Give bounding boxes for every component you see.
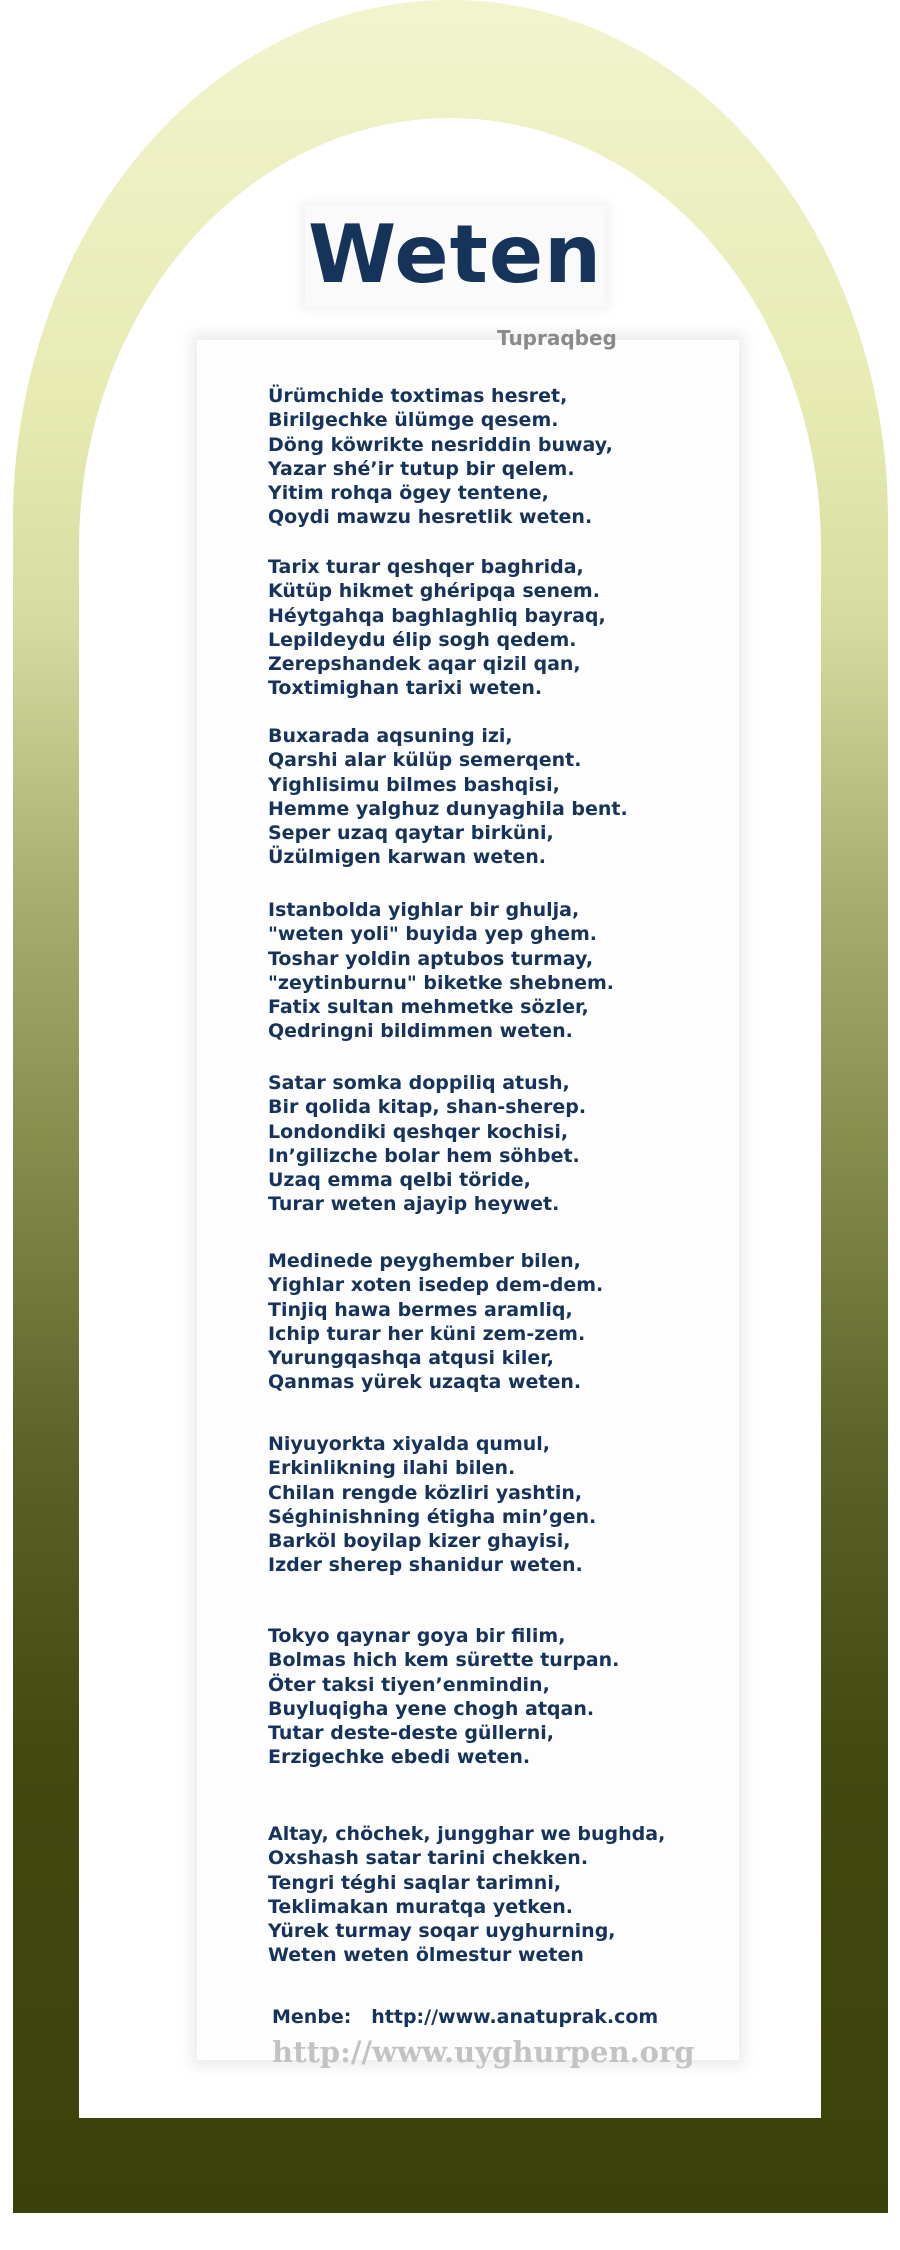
poem-line: Birilgechke ülümge qesem. [268,409,559,432]
poem-line: Erzigechke ebedi weten. [268,1746,531,1769]
poem-line: Yazar shé’ir tutup bir qelem. [268,457,575,480]
poem-line: Ürümchide toxtimas hesret, [268,385,568,407]
poem-line: Üzülmigen karwan weten. [268,846,546,869]
stanza-5 [268,1071,586,1217]
poem-line: Qanmas yürek uzaqta weten. [268,1371,582,1394]
stanza-1 [268,384,613,530]
poem-line: Istanbolda yighlar bir ghulja, [268,899,580,921]
poem-line: Seper uzaq qaytar birküni, [268,822,554,845]
poem-line: Buxarada aqsuning izi, [268,725,513,747]
stanza-8 [268,1624,619,1770]
poem-line: Hemme yalghuz dunyaghila bent. [268,797,628,820]
poem-line: Héytgahqa baghlaghliq bayraq, [268,604,606,627]
poem-line: Lepildeydu élip sogh qedem. [268,628,577,651]
poem-title: Weten [307,208,603,301]
poem-line: Niyuyorkta xiyalda qumul, [268,1433,550,1455]
poem-line: Izder sherep shanidur weten. [268,1554,583,1577]
poem-line: Ichip turar her küni zem-zem. [268,1322,586,1345]
poem-line: Tarix turar qeshqer baghrida, [268,556,584,578]
poem-line: Teklimakan muratqa yetken. [268,1895,573,1918]
poem-line: Bolmas hich kem sürette turpan. [268,1649,620,1672]
stanza-4 [268,898,614,1044]
poem-line: Tengri téghi saqlar tarimni, [268,1871,562,1894]
poem-line: Londondiki qeshqer kochisi, [268,1120,569,1143]
poem-line: Bir qolida kitap, shan-sherep. [268,1096,587,1119]
poem-line: Yighlar xoten isedep dem-dem. [268,1274,604,1297]
poem-line: Yighlisimu bilmes bashqisi, [268,773,560,796]
poem-line: Medinede peyghember bilen, [268,1250,581,1272]
poem-line: "zeytinburnu" biketke shebnem. [268,971,614,994]
poem-line: Satar somka doppiliq atush, [268,1072,570,1094]
poem-line: Toshar yoldin aptubos turmay, [268,947,594,970]
stanza-9 [268,1822,665,1968]
poem-line: Barköl boyilap kizer ghayisi, [268,1530,571,1553]
poem-line: Zerepshandek aqar qizil qan, [268,653,581,676]
poem-line: Kütüp hikmet ghéripqa senem. [268,580,600,603]
poem-line: Séghinishning étigha min’gen. [268,1505,597,1528]
poem-line: Tinjiq hawa bermes aramliq, [268,1298,573,1321]
poem-line: Tokyo qaynar goya bir filim, [268,1625,566,1647]
poem-line: Tutar deste-deste güllerni, [268,1722,554,1745]
poem-line: Qedringni bildimmen weten. [268,1020,573,1043]
poem-line: Toxtimighan tarixi weten. [268,677,543,700]
poem-line: "weten yoli" buyida yep ghem. [268,923,598,946]
poem-line: Buyluqigha yene chogh atqan. [268,1697,595,1720]
poem-line: Oxshash satar tarini chekken. [268,1847,589,1870]
poem-line: Yürek turmay soqar uyghurning, [268,1920,616,1943]
poem-line: Weten weten ölmestur weten [268,1944,584,1967]
poem-line: Öter taksi tiyen’enmindin, [268,1673,550,1696]
poem-line: Yurungqashqa atqusi kiler, [268,1347,555,1370]
poem-line: Fatix sultan mehmetke sözler, [268,996,589,1019]
source-line: Menbe: http://www.anatuprak.com [272,2006,659,2028]
poem-line: Qoydi mawzu hesretlik weten. [268,506,593,529]
poem-line: Uzaq emma qelbi töride, [268,1169,531,1192]
poem-line: Turar weten ajayip heywet. [268,1193,560,1216]
poem-line: Altay, chöchek, jungghar we bughda, [268,1823,666,1845]
poem-line: Chilan rengde közliri yashtin, [268,1481,583,1504]
poem-author: Tupraqbeg [497,326,617,350]
website-link[interactable]: http://www.uyghurpen.org [272,2035,695,2069]
stanza-2 [268,555,606,701]
poem-line: In’gilizche bolar hem söhbet. [268,1144,580,1167]
stanza-6 [268,1249,603,1395]
poem-line: Qarshi alar külüp semerqent. [268,749,582,772]
stanza-3 [268,724,628,870]
poem-line: Erkinlikning ilahi bilen. [268,1457,516,1480]
poem-line: Döng köwrikte nesriddin buway, [268,433,613,456]
stanza-7 [268,1432,596,1578]
poem-line: Yitim rohqa ögey tentene, [268,482,549,505]
